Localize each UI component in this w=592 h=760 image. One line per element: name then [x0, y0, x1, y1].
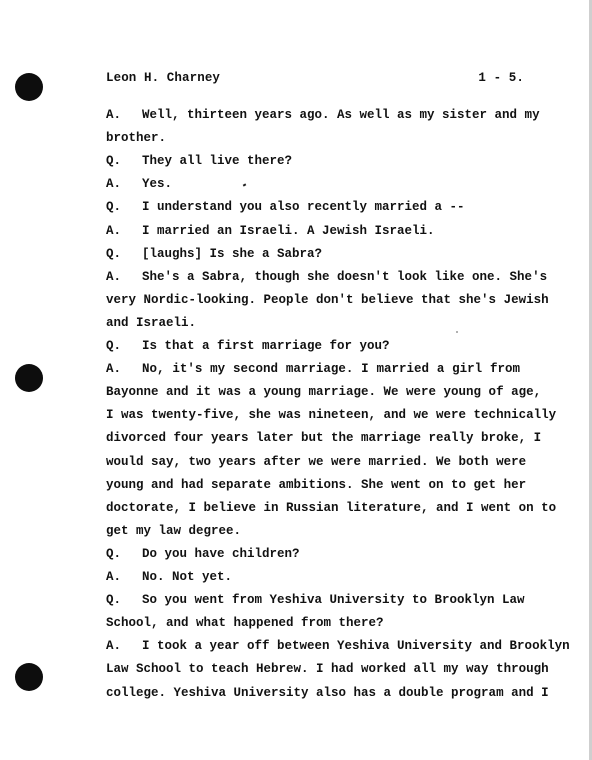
line-text: I was twenty-five, she was nineteen, and we were technically [106, 408, 557, 423]
line-text: young and had separate ambitions. She went on to get her [106, 477, 527, 492]
line-text: Law School to teach Hebrew. I had worked all my way through [106, 662, 549, 677]
transcript-line [106, 269, 548, 285]
transcript-line [106, 430, 542, 446]
line-text: Do you have children? [142, 546, 300, 561]
transcript-line [106, 246, 520, 262]
transcript-line [106, 454, 527, 470]
interviewee-name: Leon H. Charney [106, 71, 221, 85]
transcript-line [106, 615, 520, 631]
speaker-label: Q. [106, 246, 122, 261]
speaker-label: Q. [106, 593, 122, 608]
transcript-line [106, 315, 520, 331]
transcript-line [106, 477, 527, 493]
binder-hole-bottom [15, 663, 43, 691]
transcript-line [106, 638, 570, 654]
transcript-line [106, 384, 542, 400]
transcript-line [106, 592, 525, 608]
line-text: I took a year off between Yeshiva University and Brooklyn [142, 639, 570, 654]
transcript-line [106, 130, 520, 146]
line-text: Bayonne and it was a young marriage. We were young of age, [106, 385, 542, 400]
speaker-label: A. [106, 108, 122, 122]
transcript-line [106, 407, 557, 423]
line-text: I married an Israeli. A Jewish Israeli. [142, 223, 435, 238]
speck-mark [456, 331, 458, 333]
binder-hole-top [15, 73, 43, 101]
speaker-label: A. [106, 362, 122, 377]
transcript-line [106, 685, 549, 701]
line-text: I understand you also recently married a -- [142, 200, 465, 215]
line-text: divorced four years later but the marriage really broke, I [106, 431, 542, 446]
transcript-line [106, 523, 520, 539]
line-text: So you went from Yeshiva University to Brooklyn Law [142, 593, 525, 608]
line-text: [laughs] Is she a Sabra? [142, 246, 323, 261]
transcript-line [106, 569, 520, 585]
transcript-line [106, 292, 549, 308]
speaker-label: Q. [106, 154, 122, 169]
speaker-label: A. [106, 223, 122, 238]
transcript-line [106, 661, 549, 677]
line-text: Well, thirteen years ago. As well as my sister and my [142, 108, 540, 122]
transcript-line [106, 500, 557, 516]
line-text: get my law degree. [106, 523, 242, 538]
line-text: They all live there? [142, 154, 293, 169]
transcript-line [106, 199, 520, 215]
transcript-line [106, 153, 520, 169]
line-text: No. Not yet. [142, 570, 233, 584]
speaker-label: Q. [106, 339, 122, 353]
page-header [106, 71, 524, 85]
speaker-label: Q. [106, 200, 122, 215]
speaker-label: A. [106, 177, 122, 192]
line-text: college. Yeshiva University also has a double program and I [106, 685, 549, 700]
line-text: doctorate, I believe in Russian literature, and I went on to [106, 500, 557, 515]
line-text: would say, two years after we were married. We both were [106, 454, 527, 469]
transcript-line [106, 176, 520, 192]
line-text: very Nordic-looking. People don't believe that she's Jewish [106, 292, 549, 307]
line-text: Is that a first marriage for you? [142, 339, 390, 353]
line-text: She's a Sabra, though she doesn't look like one. She's [142, 269, 548, 284]
line-text: brother. [106, 131, 167, 146]
speaker-label: A. [106, 570, 122, 584]
transcript-line [106, 107, 540, 123]
line-text: School, and what happened from there? [106, 616, 384, 631]
speaker-label: Q. [106, 546, 122, 561]
line-text: Yes. [142, 177, 173, 192]
transcript-line [106, 223, 520, 239]
line-text: No, it's my second marriage. I married a girl from [142, 362, 520, 377]
speaker-label: A. [106, 269, 122, 284]
transcript-line [106, 546, 520, 562]
transcript-line [106, 361, 520, 377]
line-text: and Israeli. [106, 315, 197, 330]
transcript-line [106, 338, 520, 354]
binder-hole-middle [15, 364, 43, 392]
speaker-label: A. [106, 639, 122, 654]
page-number: 1 - 5. [478, 71, 524, 85]
